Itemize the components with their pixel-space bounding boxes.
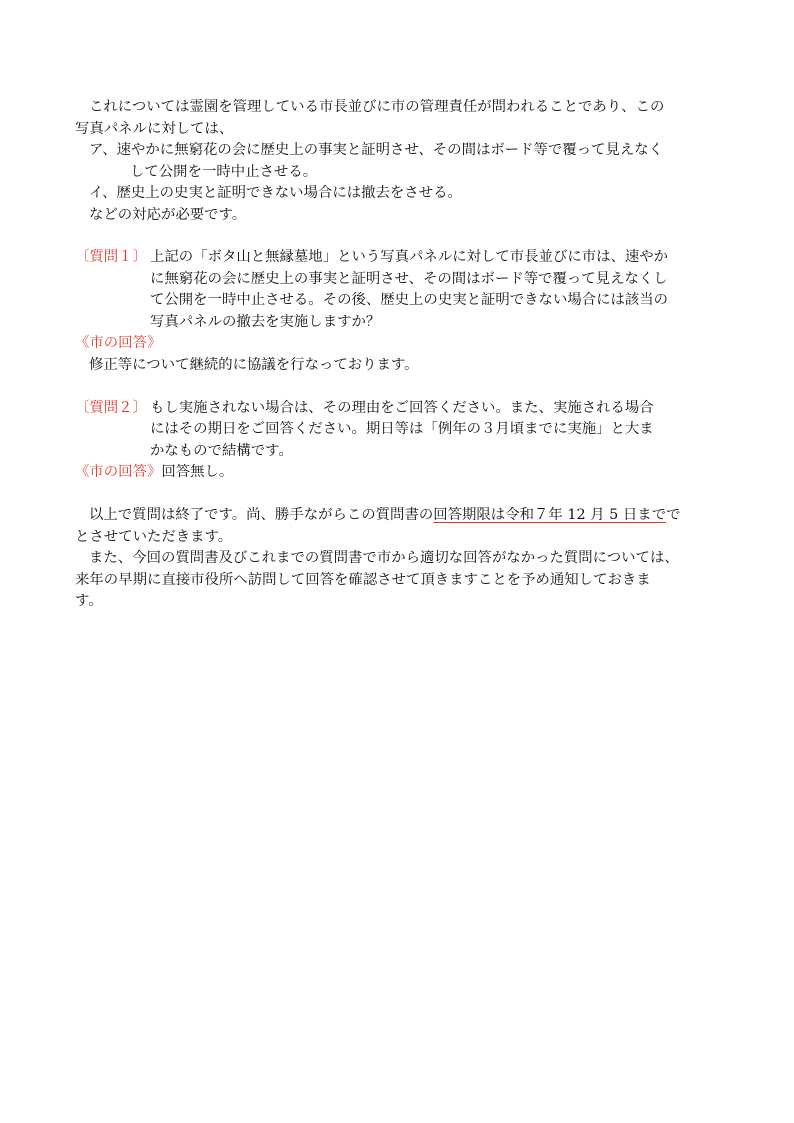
question2-line-3: かなもので結構です。: [150, 443, 293, 459]
closing-line-1: [89, 504, 681, 526]
question1-line-1: 上記の「ボタ山と無縁墓地」という写真パネルに対して市長並びに市は、速やか: [150, 249, 669, 265]
question1-answer-label: 《市の回答》: [75, 335, 162, 351]
question1-answer: 修正等について継続的に協議を行なっております。: [89, 357, 419, 373]
question2-answer-label: 《市の回答》: [75, 464, 162, 480]
question2-line-2: にはその期日をご回答ください。期日等は「例年の３月頃までに実施」と大ま: [150, 421, 654, 437]
question1-label: 〔質問１〕: [75, 249, 147, 265]
intro-item-a-line-1: ア、速やかに無窮花の会に歴史上の事実と証明させ、その間はボード等で覆って見えなく: [89, 142, 664, 158]
closing-line-5: す。: [75, 593, 103, 609]
question2-line-1: もし実施されない場合は、その理由をご回答ください。また、実施される場合: [150, 400, 654, 416]
intro-closing: などの対応が必要です。: [89, 207, 247, 223]
closing-line-3: また、今回の質問書及びこれまでの質問書で市から適切な回答がなかった質問については、: [89, 550, 679, 566]
question1-line-3: て公開を一時中止させる。その後、歴史上の史実と証明できない場合には該当の: [150, 292, 669, 308]
question2-answer-row: [75, 461, 233, 483]
intro-item-a-line-2: して公開を一時中止させる。: [130, 164, 318, 180]
question1-line-4: 写真パネルの撤去を実施しますか？: [150, 314, 381, 330]
intro-line-1: これについては霊園を管理している市長並びに市の管理責任が問われることであり、この: [89, 99, 665, 115]
closing-line-1-pre: 以上で質問は終了です。尚、勝手ながらこの質問書の: [89, 507, 434, 523]
closing-line-4: 来年の早期に直接市役所へ訪問して回答を確認させて頂きますことを予め通知しておきま: [75, 572, 651, 588]
closing-line-2: とさせていただきます。: [75, 529, 233, 545]
question1-line-2: に無窮花の会に歴史上の事実と証明させ、その間はボード等で覆って見えなくし: [150, 271, 668, 287]
question2-answer: 回答無し。: [161, 464, 234, 480]
closing-line-1-post: で: [666, 507, 681, 523]
question2-label: 〔質問２〕: [75, 400, 147, 416]
response-deadline: 回答期限は令和７年 12 月 5 日まで: [433, 507, 667, 523]
intro-item-i: イ、歴史上の史実と証明できない場合には撤去をさせる。: [89, 185, 462, 201]
intro-line-2: 写真パネルに対しては、: [75, 121, 234, 137]
